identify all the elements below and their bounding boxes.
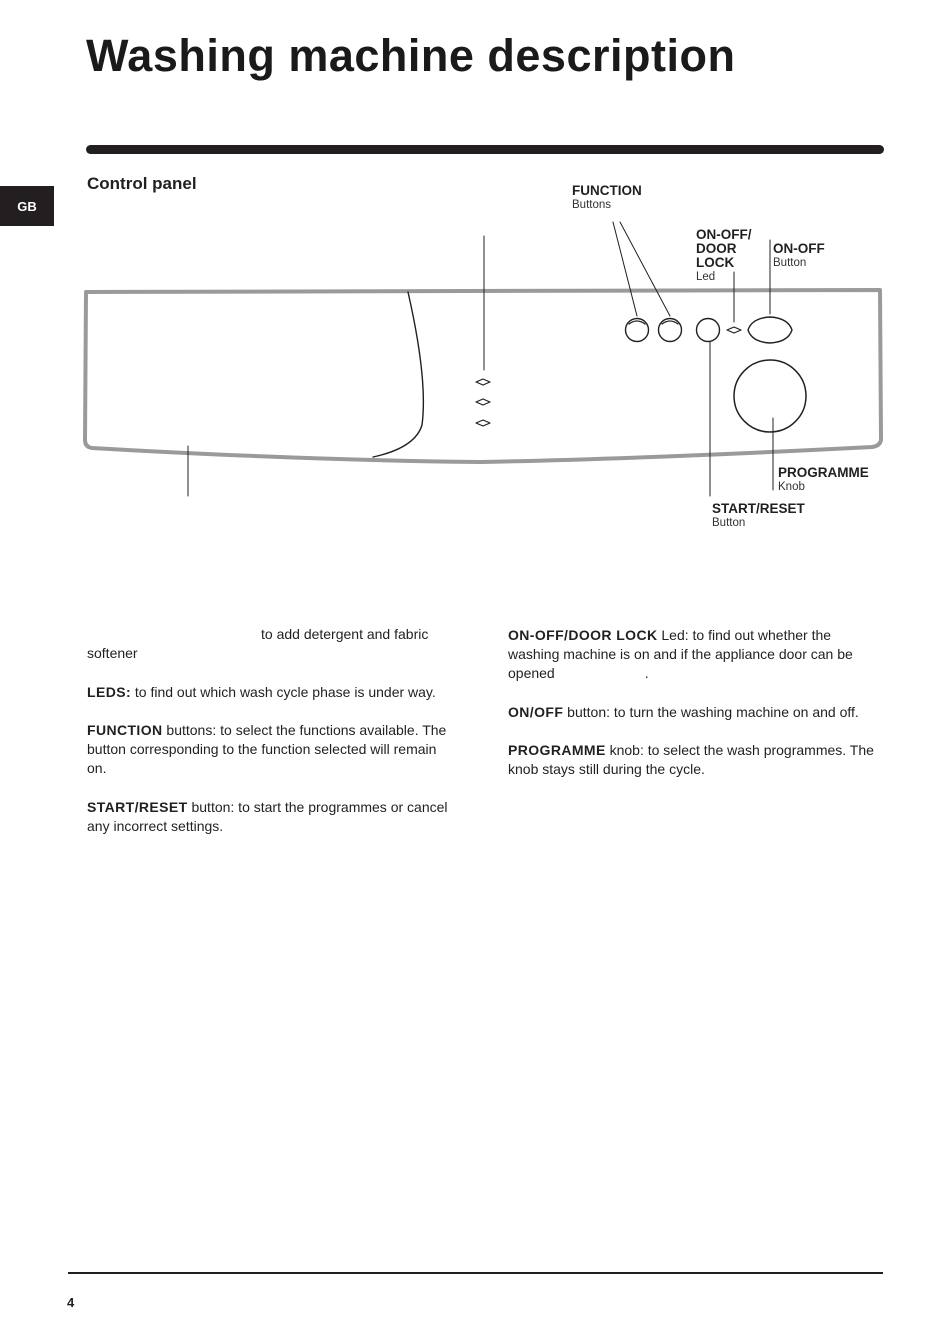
panel-outline <box>85 290 881 462</box>
section-title: Control panel <box>87 174 197 193</box>
programme-knob <box>734 360 806 432</box>
page-title: Washing machine description <box>86 30 736 81</box>
detergent-description: to add detergent and fabric softener <box>87 626 429 662</box>
language-tab: GB <box>0 186 54 226</box>
led-2-icon <box>476 399 490 405</box>
start-reset-button-label: START/RESET Button <box>712 501 805 529</box>
door-lock-led-label: ON-OFF/ DOOR LOCK Led <box>696 227 752 283</box>
description-right-column <box>508 626 883 799</box>
programme-description: PROGRAMME knob: to select the wash programmes. The knob stays still during the cycle. <box>508 742 874 778</box>
door-lock-description: ON-OFF/DOOR LOCK Led: to find out whether the washing machine is on and if the appliance door can be opened . <box>508 627 853 682</box>
function-button-1 <box>626 319 649 342</box>
on-off-button-label: ON-OFF Button <box>773 241 825 269</box>
on-off-description: ON/OFF button: to turn the washing machine on and off. <box>508 703 859 720</box>
led-3-icon <box>476 420 490 426</box>
page-number: 4 <box>67 1295 75 1310</box>
function-buttons-label: FUNCTION Buttons <box>572 183 642 211</box>
function-description: FUNCTION buttons: to select the functions available. The button corresponding to the function selected will remain on. <box>87 721 447 777</box>
function-button-2 <box>659 319 682 342</box>
start-reset-description: START/RESET button: to start the programmes or cancel any incorrect settings. <box>87 798 448 834</box>
description-left-column <box>87 625 459 855</box>
leds-description: LEDS: to find out which wash cycle phase is under way. <box>87 683 436 700</box>
footer-rule <box>68 1272 883 1274</box>
on-off-button <box>748 317 792 343</box>
drawer-edge <box>373 292 423 457</box>
programme-knob-label: PROGRAMME Knob <box>778 465 869 493</box>
led-1-icon <box>476 379 490 385</box>
door-lock-led-icon <box>727 327 741 333</box>
start-reset-button <box>697 319 720 342</box>
